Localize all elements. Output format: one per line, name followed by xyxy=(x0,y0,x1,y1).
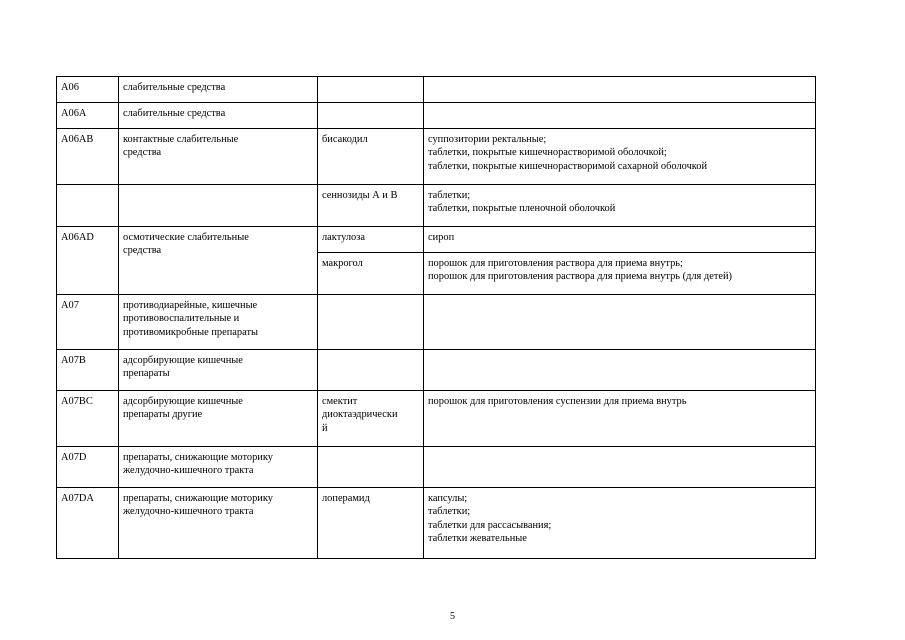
dosage-form-cell: таблетки; таблетки, покрытые пленочной оболочкой xyxy=(424,185,816,227)
table-row xyxy=(57,295,816,350)
anatomical-group-cell: препараты, снижающие моторику желудочно-кишечного тракта xyxy=(119,447,318,488)
anatomical-group-cell: противодиарейные, кишечные противовоспалительные и противомикробные препараты xyxy=(119,295,318,350)
table-row xyxy=(57,350,816,391)
atc-code-cell: A06AD xyxy=(57,227,119,295)
table-row xyxy=(57,227,816,253)
drug-classification-table xyxy=(56,76,816,559)
anatomical-group-cell: контактные слабительные средства xyxy=(119,129,318,185)
table-row xyxy=(57,185,816,227)
inn-cell: макрогол xyxy=(318,253,424,295)
anatomical-group-cell: адсорбирующие кишечные препараты xyxy=(119,350,318,391)
dosage-form-cell: порошок для приготовления раствора для приема внутрь; порошок для приготовления раствора для приема внутрь (для детей) xyxy=(424,253,816,295)
inn-cell xyxy=(318,350,424,391)
dosage-form-cell xyxy=(424,295,816,350)
dosage-form-cell xyxy=(424,447,816,488)
dosage-form-cell: суппозитории ректальные; таблетки, покрытые кишечнорастворимой оболочкой; таблетки, покрытые кишечнорастворимой сахарной оболочкой xyxy=(424,129,816,185)
table-row xyxy=(57,103,816,129)
atc-code-cell: A07 xyxy=(57,295,119,350)
anatomical-group-cell: препараты, снижающие моторику желудочно-кишечного тракта xyxy=(119,488,318,559)
table-row xyxy=(57,447,816,488)
atc-code-cell: A07BC xyxy=(57,391,119,447)
inn-cell: лактулоза xyxy=(318,227,424,253)
dosage-form-cell xyxy=(424,350,816,391)
anatomical-group-cell: слабительные средства xyxy=(119,103,318,129)
atc-code-cell: A06A xyxy=(57,103,119,129)
page-number: 5 xyxy=(450,611,455,622)
inn-cell: сеннозиды А и В xyxy=(318,185,424,227)
anatomical-group-cell: осмотические слабительные средства xyxy=(119,227,318,295)
table-row xyxy=(57,488,816,559)
dosage-form-cell xyxy=(424,77,816,103)
anatomical-group-cell: слабительные средства xyxy=(119,77,318,103)
dosage-form-cell: сироп xyxy=(424,227,816,253)
table-row xyxy=(57,77,816,103)
atc-code-cell: A06AB xyxy=(57,129,119,185)
inn-cell xyxy=(318,103,424,129)
inn-cell: лоперамид xyxy=(318,488,424,559)
dosage-form-cell: капсулы; таблетки; таблетки для рассасывания; таблетки жевательные xyxy=(424,488,816,559)
dosage-form-cell: порошок для приготовления суспензии для приема внутрь xyxy=(424,391,816,447)
inn-cell xyxy=(318,295,424,350)
atc-code-cell: A07DA xyxy=(57,488,119,559)
inn-cell xyxy=(318,447,424,488)
dosage-form-cell xyxy=(424,103,816,129)
atc-code-cell: A07B xyxy=(57,350,119,391)
table-row xyxy=(57,129,816,185)
table-row xyxy=(57,391,816,447)
inn-cell: смектит диоктаэдрически й xyxy=(318,391,424,447)
anatomical-group-cell: адсорбирующие кишечные препараты другие xyxy=(119,391,318,447)
atc-code-cell: A06 xyxy=(57,77,119,103)
anatomical-group-cell xyxy=(119,185,318,227)
atc-code-cell xyxy=(57,185,119,227)
inn-cell: бисакодил xyxy=(318,129,424,185)
inn-cell xyxy=(318,77,424,103)
atc-code-cell: A07D xyxy=(57,447,119,488)
